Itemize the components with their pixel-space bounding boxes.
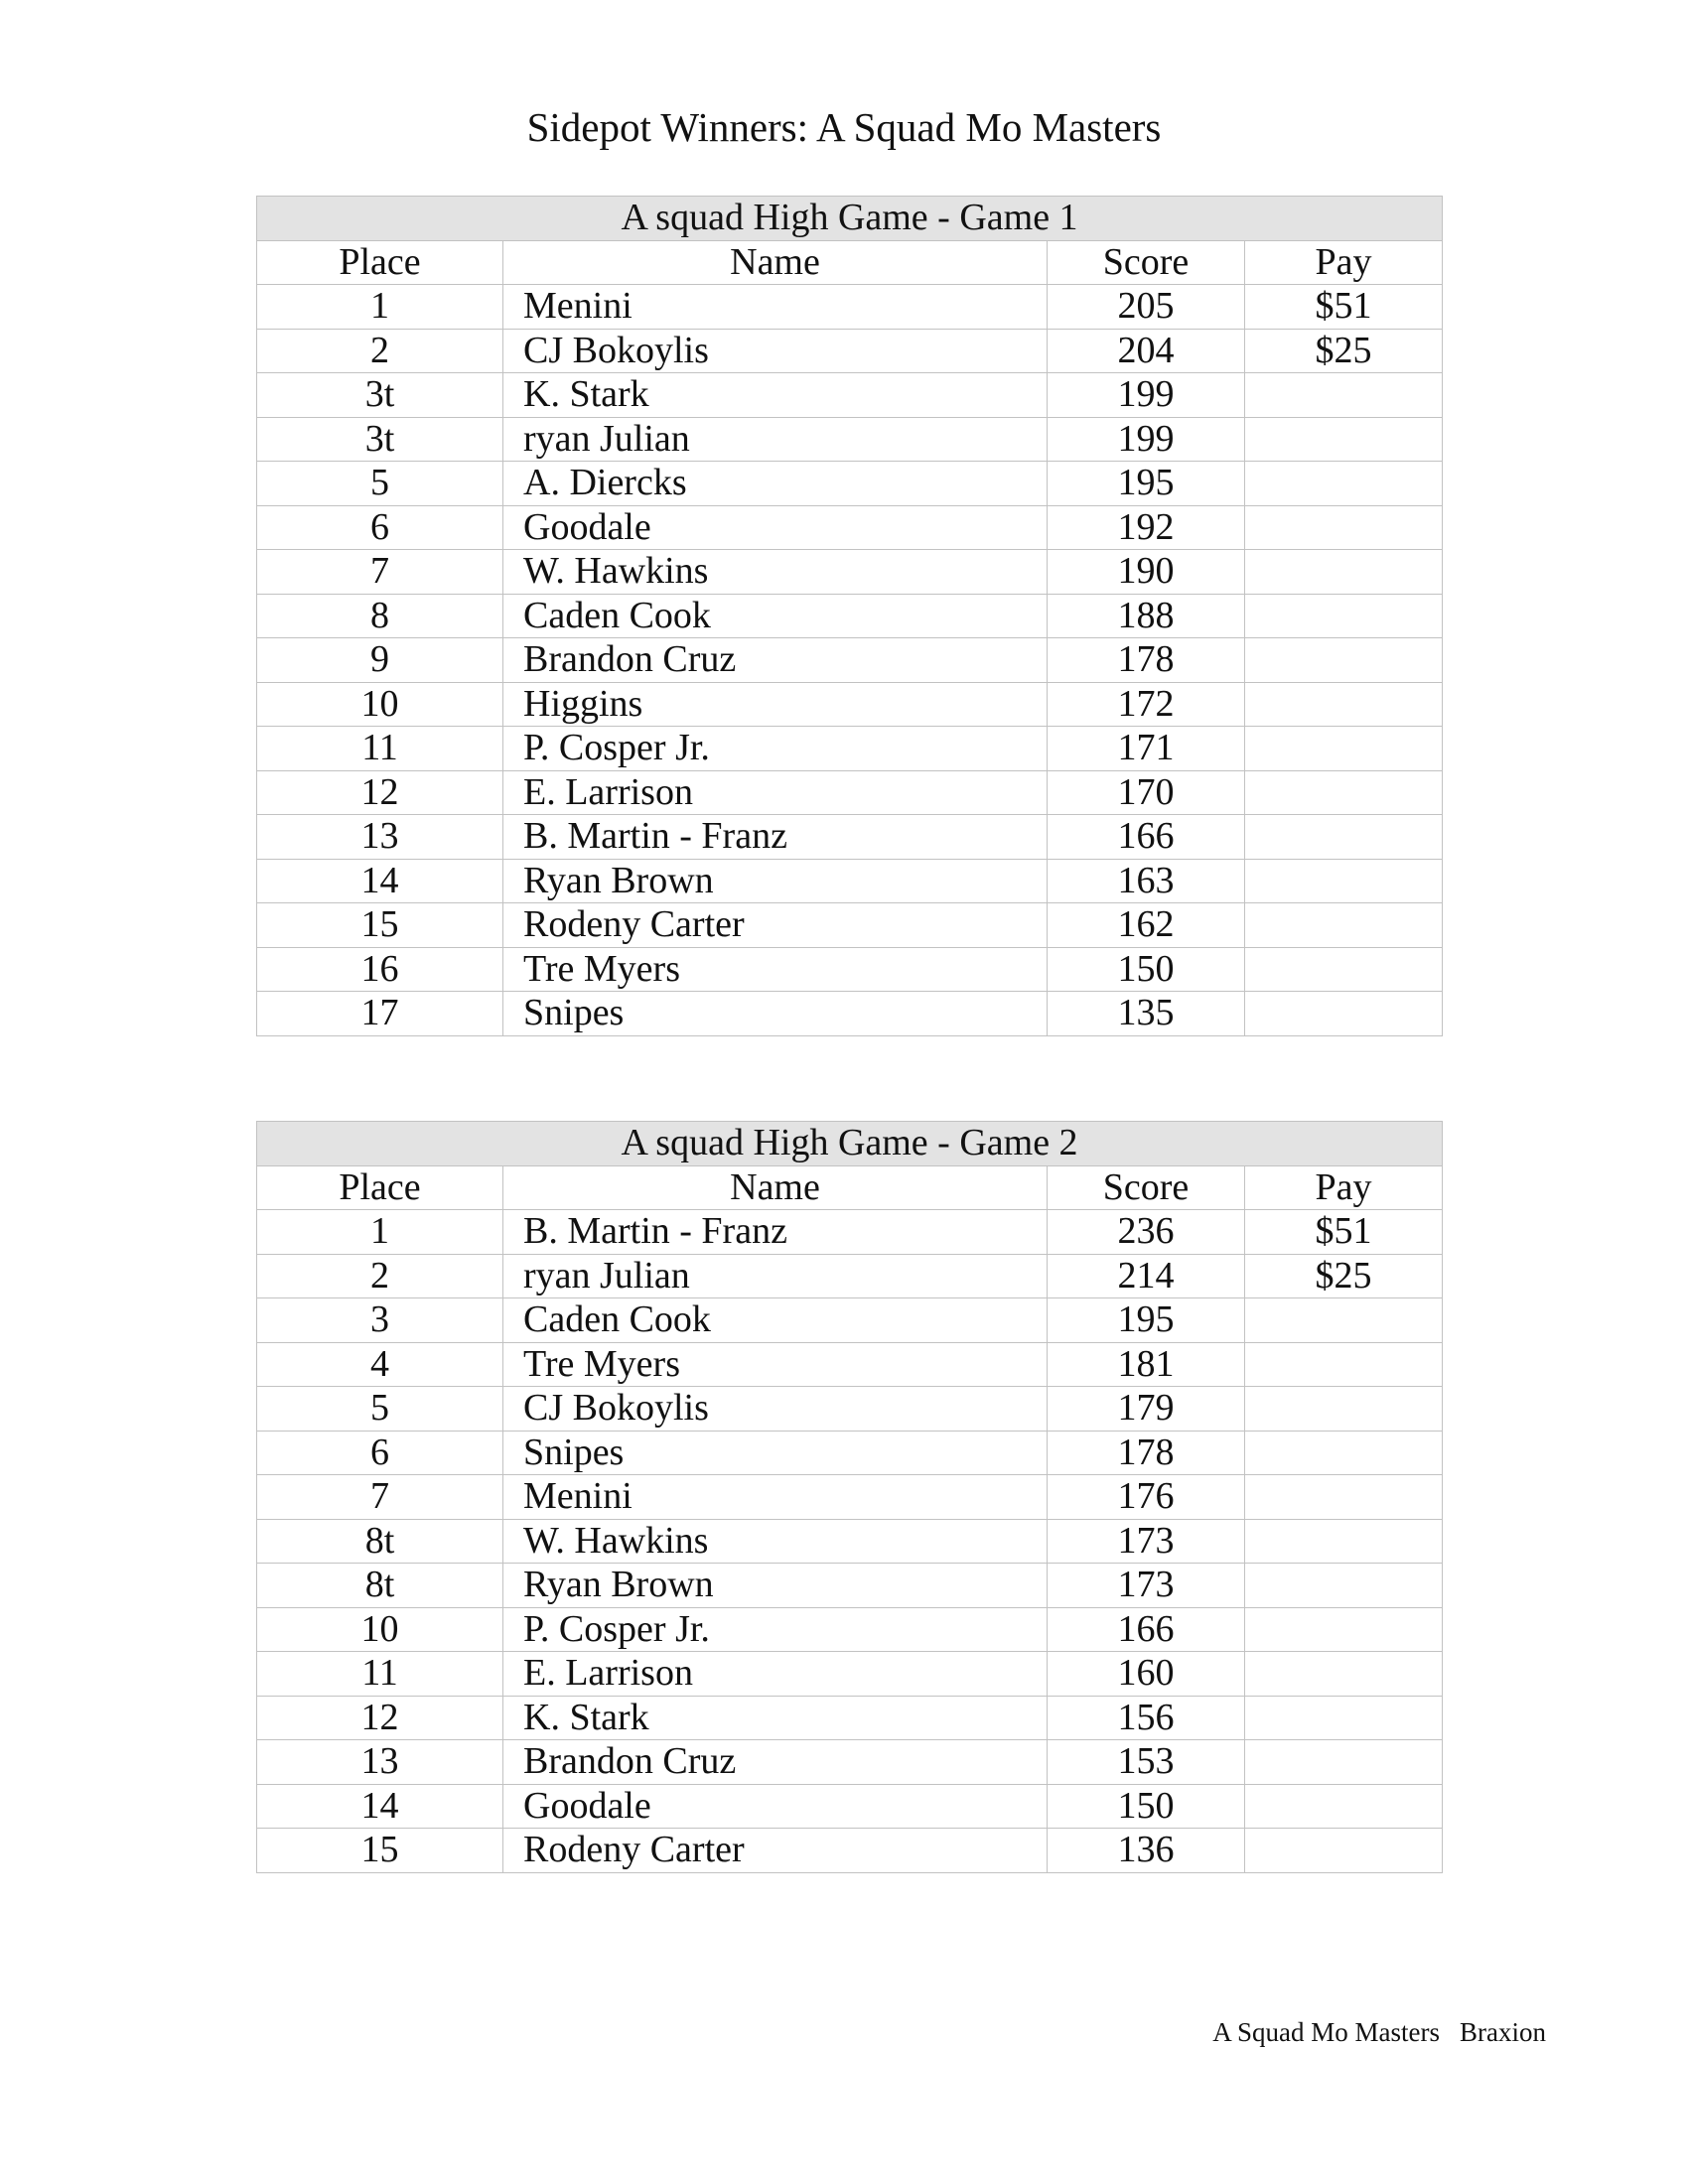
name-cell: ryan Julian xyxy=(503,417,1048,462)
table-body xyxy=(257,1210,1443,1873)
pay-cell xyxy=(1245,373,1443,418)
results-table-game-1 xyxy=(256,196,1443,1036)
name-cell: Snipes xyxy=(503,992,1048,1036)
table-row xyxy=(257,417,1443,462)
score-cell: 153 xyxy=(1048,1740,1245,1785)
name-cell: Brandon Cruz xyxy=(503,638,1048,683)
score-cell: 192 xyxy=(1048,505,1245,550)
name-cell: E. Larrison xyxy=(503,1652,1048,1697)
table-caption-row xyxy=(257,1122,1443,1166)
score-cell: 195 xyxy=(1048,462,1245,506)
name-cell: P. Cosper Jr. xyxy=(503,1607,1048,1652)
pay-cell xyxy=(1245,1564,1443,1608)
name-cell: Goodale xyxy=(503,1784,1048,1829)
table-row xyxy=(257,992,1443,1036)
pay-cell xyxy=(1245,682,1443,727)
pay-cell xyxy=(1245,947,1443,992)
table-row xyxy=(257,727,1443,771)
pay-cell xyxy=(1245,903,1443,948)
score-cell: 176 xyxy=(1048,1475,1245,1520)
page-footer xyxy=(1212,2014,1546,2050)
table-row xyxy=(257,1519,1443,1564)
table-row xyxy=(257,1254,1443,1298)
table-row xyxy=(257,462,1443,506)
column-header-place: Place xyxy=(257,1165,503,1210)
name-cell: Rodeny Carter xyxy=(503,903,1048,948)
score-cell: 178 xyxy=(1048,638,1245,683)
table-row xyxy=(257,373,1443,418)
place-cell: 1 xyxy=(257,1210,503,1255)
score-cell: 179 xyxy=(1048,1387,1245,1432)
place-cell: 16 xyxy=(257,947,503,992)
footer-venue-name: Braxion xyxy=(1460,2017,1546,2047)
name-cell: A. Diercks xyxy=(503,462,1048,506)
pay-cell xyxy=(1245,417,1443,462)
score-cell: 172 xyxy=(1048,682,1245,727)
pay-cell: $25 xyxy=(1245,329,1443,373)
place-cell: 5 xyxy=(257,1387,503,1432)
pay-cell xyxy=(1245,550,1443,595)
column-header-score: Score xyxy=(1048,1165,1245,1210)
score-cell: 170 xyxy=(1048,770,1245,815)
table-row xyxy=(257,903,1443,948)
column-header-score: Score xyxy=(1048,240,1245,285)
table-row xyxy=(257,682,1443,727)
name-cell: Menini xyxy=(503,285,1048,330)
score-cell: 166 xyxy=(1048,815,1245,860)
name-cell: Ryan Brown xyxy=(503,859,1048,903)
results-table-game-2 xyxy=(256,1121,1443,1873)
column-header-pay: Pay xyxy=(1245,1165,1443,1210)
place-cell: 8t xyxy=(257,1564,503,1608)
place-cell: 12 xyxy=(257,1696,503,1740)
pay-cell xyxy=(1245,1342,1443,1387)
name-cell: Caden Cook xyxy=(503,1298,1048,1343)
place-cell: 8 xyxy=(257,594,503,638)
pay-cell xyxy=(1245,1387,1443,1432)
pay-cell xyxy=(1245,594,1443,638)
score-cell: 135 xyxy=(1048,992,1245,1036)
table-row xyxy=(257,1342,1443,1387)
table-row xyxy=(257,1829,1443,1873)
score-cell: 173 xyxy=(1048,1564,1245,1608)
score-cell: 178 xyxy=(1048,1431,1245,1475)
place-cell: 7 xyxy=(257,1475,503,1520)
table-row xyxy=(257,594,1443,638)
pay-cell xyxy=(1245,992,1443,1036)
place-cell: 3 xyxy=(257,1298,503,1343)
place-cell: 1 xyxy=(257,285,503,330)
name-cell: Brandon Cruz xyxy=(503,1740,1048,1785)
score-cell: 150 xyxy=(1048,1784,1245,1829)
table-row xyxy=(257,1652,1443,1697)
table-row xyxy=(257,1784,1443,1829)
place-cell: 9 xyxy=(257,638,503,683)
pay-cell xyxy=(1245,1784,1443,1829)
table-row xyxy=(257,638,1443,683)
pay-cell xyxy=(1245,1475,1443,1520)
place-cell: 3t xyxy=(257,417,503,462)
place-cell: 8t xyxy=(257,1519,503,1564)
place-cell: 11 xyxy=(257,1652,503,1697)
name-cell: Snipes xyxy=(503,1431,1048,1475)
score-cell: 190 xyxy=(1048,550,1245,595)
name-cell: Tre Myers xyxy=(503,1342,1048,1387)
name-cell: Menini xyxy=(503,1475,1048,1520)
footer-event-name: A Squad Mo Masters xyxy=(1212,2017,1440,2047)
table-row xyxy=(257,859,1443,903)
score-cell: 199 xyxy=(1048,417,1245,462)
score-cell: 188 xyxy=(1048,594,1245,638)
pay-cell xyxy=(1245,1652,1443,1697)
pay-cell xyxy=(1245,1298,1443,1343)
place-cell: 14 xyxy=(257,859,503,903)
pay-cell xyxy=(1245,462,1443,506)
score-cell: 195 xyxy=(1048,1298,1245,1343)
name-cell: Goodale xyxy=(503,505,1048,550)
column-header-name: Name xyxy=(503,240,1048,285)
place-cell: 12 xyxy=(257,770,503,815)
place-cell: 10 xyxy=(257,682,503,727)
pay-cell xyxy=(1245,1829,1443,1873)
column-header-place: Place xyxy=(257,240,503,285)
table-row xyxy=(257,329,1443,373)
name-cell: W. Hawkins xyxy=(503,550,1048,595)
table-row xyxy=(257,1475,1443,1520)
column-header-row xyxy=(257,1165,1443,1210)
table-row xyxy=(257,550,1443,595)
name-cell: Tre Myers xyxy=(503,947,1048,992)
pay-cell xyxy=(1245,1740,1443,1785)
score-cell: 171 xyxy=(1048,727,1245,771)
score-cell: 214 xyxy=(1048,1254,1245,1298)
name-cell: W. Hawkins xyxy=(503,1519,1048,1564)
score-cell: 204 xyxy=(1048,329,1245,373)
place-cell: 7 xyxy=(257,550,503,595)
table-body xyxy=(257,285,1443,1036)
table-row xyxy=(257,1740,1443,1785)
table-row xyxy=(257,1696,1443,1740)
score-cell: 160 xyxy=(1048,1652,1245,1697)
name-cell: B. Martin - Franz xyxy=(503,815,1048,860)
table-row xyxy=(257,1607,1443,1652)
table-row xyxy=(257,1564,1443,1608)
table-row xyxy=(257,1387,1443,1432)
pay-cell xyxy=(1245,1431,1443,1475)
table-row xyxy=(257,505,1443,550)
place-cell: 6 xyxy=(257,1431,503,1475)
name-cell: CJ Bokoylis xyxy=(503,329,1048,373)
column-header-name: Name xyxy=(503,1165,1048,1210)
name-cell: Ryan Brown xyxy=(503,1564,1048,1608)
table-caption: A squad High Game - Game 2 xyxy=(257,1122,1443,1166)
place-cell: 15 xyxy=(257,1829,503,1873)
pay-cell xyxy=(1245,505,1443,550)
place-cell: 2 xyxy=(257,329,503,373)
table-row xyxy=(257,1210,1443,1255)
place-cell: 2 xyxy=(257,1254,503,1298)
score-cell: 173 xyxy=(1048,1519,1245,1564)
place-cell: 5 xyxy=(257,462,503,506)
score-cell: 156 xyxy=(1048,1696,1245,1740)
score-cell: 236 xyxy=(1048,1210,1245,1255)
score-cell: 150 xyxy=(1048,947,1245,992)
name-cell: K. Stark xyxy=(503,373,1048,418)
table-caption-row xyxy=(257,197,1443,241)
place-cell: 4 xyxy=(257,1342,503,1387)
score-cell: 166 xyxy=(1048,1607,1245,1652)
name-cell: ryan Julian xyxy=(503,1254,1048,1298)
pay-cell: $51 xyxy=(1245,285,1443,330)
pay-cell xyxy=(1245,1696,1443,1740)
pay-cell xyxy=(1245,1519,1443,1564)
table-row xyxy=(257,770,1443,815)
table-caption: A squad High Game - Game 1 xyxy=(257,197,1443,241)
pay-cell xyxy=(1245,1607,1443,1652)
place-cell: 6 xyxy=(257,505,503,550)
pay-cell xyxy=(1245,727,1443,771)
score-cell: 199 xyxy=(1048,373,1245,418)
place-cell: 10 xyxy=(257,1607,503,1652)
table-row xyxy=(257,947,1443,992)
place-cell: 13 xyxy=(257,815,503,860)
score-cell: 181 xyxy=(1048,1342,1245,1387)
name-cell: K. Stark xyxy=(503,1696,1048,1740)
score-cell: 136 xyxy=(1048,1829,1245,1873)
name-cell: E. Larrison xyxy=(503,770,1048,815)
pay-cell: $51 xyxy=(1245,1210,1443,1255)
score-cell: 163 xyxy=(1048,859,1245,903)
table-row xyxy=(257,815,1443,860)
place-cell: 14 xyxy=(257,1784,503,1829)
table-row xyxy=(257,1298,1443,1343)
name-cell: Higgins xyxy=(503,682,1048,727)
place-cell: 15 xyxy=(257,903,503,948)
name-cell: P. Cosper Jr. xyxy=(503,727,1048,771)
pay-cell xyxy=(1245,815,1443,860)
table-row xyxy=(257,1431,1443,1475)
pay-cell xyxy=(1245,638,1443,683)
pay-cell: $25 xyxy=(1245,1254,1443,1298)
place-cell: 11 xyxy=(257,727,503,771)
place-cell: 3t xyxy=(257,373,503,418)
place-cell: 13 xyxy=(257,1740,503,1785)
score-cell: 205 xyxy=(1048,285,1245,330)
score-cell: 162 xyxy=(1048,903,1245,948)
table-row xyxy=(257,285,1443,330)
column-header-row xyxy=(257,240,1443,285)
name-cell: Rodeny Carter xyxy=(503,1829,1048,1873)
name-cell: CJ Bokoylis xyxy=(503,1387,1048,1432)
place-cell: 17 xyxy=(257,992,503,1036)
name-cell: Caden Cook xyxy=(503,594,1048,638)
pay-cell xyxy=(1245,770,1443,815)
pay-cell xyxy=(1245,859,1443,903)
page-title: Sidepot Winners: A Squad Mo Masters xyxy=(526,104,1162,150)
column-header-pay: Pay xyxy=(1245,240,1443,285)
name-cell: B. Martin - Franz xyxy=(503,1210,1048,1255)
